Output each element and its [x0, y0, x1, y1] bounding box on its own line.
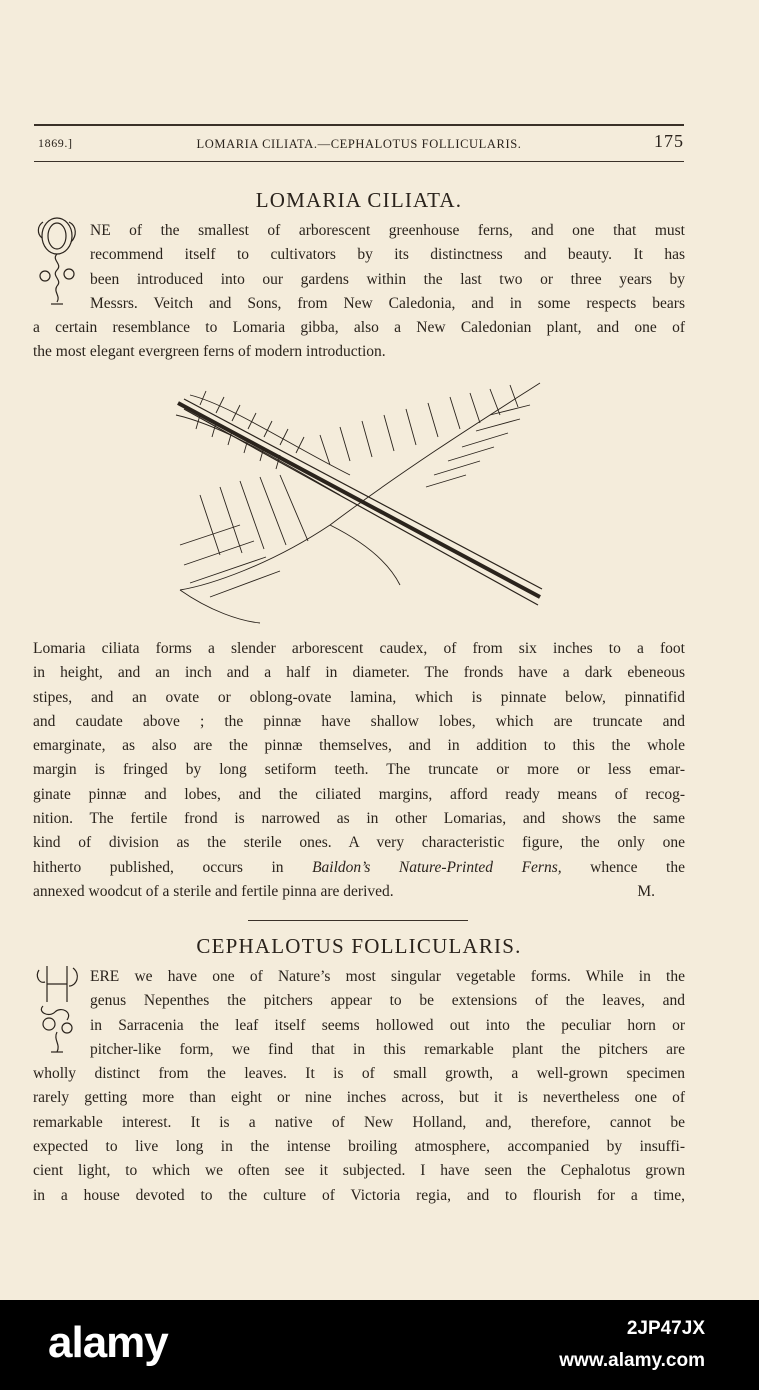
- text-line: pitcher-like form, we find that in this remarkable plant the pitchers are: [90, 1040, 685, 1058]
- text-line: cient light, to which we often see it subjected. I have seen the Cephalotus grown: [33, 1162, 685, 1180]
- text-line: kind of division as the sterile ones. A very characteristic figure, the only one: [33, 834, 685, 852]
- text-line: Lomaria ciliata forms a slender arborescent caudex, of from six inches to a foot: [33, 640, 685, 657]
- text-line: ERE we have one of Nature’s most singular vegetable forms. While in the: [90, 968, 685, 985]
- text-line: a certain resemblance to Lomaria gibba, also a New Caledonian plant, and one of: [33, 319, 685, 337]
- text-line: wholly distinct from the leaves. It is of small growth, a well-grown specimen: [33, 1065, 685, 1083]
- closing-line: [33, 880, 685, 904]
- header-rule-bottom: [34, 161, 684, 162]
- text-line: in height, and an inch and a half in diameter. The fronds have a dark ebeneous: [33, 664, 685, 682]
- article-title-cephalotus: CEPHALOTUS FOLLICULARIS.: [196, 934, 522, 958]
- author-signature: M.: [637, 882, 655, 900]
- lomaria-intro-paragraph: [33, 219, 685, 365]
- closing-text: annexed woodcut of a sterile and fertile pinna are derived.: [33, 882, 394, 900]
- image-id: 2JP47JX: [626, 1318, 705, 1339]
- text-line: NE of the smallest of arborescent greenhouse ferns, and one that must: [90, 222, 685, 239]
- citation-line: [33, 856, 685, 880]
- header-year: 1869.]: [38, 136, 73, 150]
- text-line: nition. The fertile frond is narrowed as in other Lomarias, and shows the same: [33, 810, 685, 828]
- article-title-lomaria: LOMARIA CILIATA.: [255, 188, 463, 212]
- book-title-italic: Baildon’s Nature-Printed Ferns,: [312, 858, 562, 876]
- header-title: LOMARIA CILIATA.—CEPHALOTUS FOLLICULARIS.: [196, 137, 522, 151]
- site-url[interactable]: www.alamy.com: [559, 1350, 705, 1371]
- cephalotus-paragraph: [33, 965, 685, 1208]
- text-line: in a house devoted to the culture of Victoria regia, and to flourish for a time,: [33, 1186, 685, 1204]
- citation-text-after: whence the: [561, 858, 685, 876]
- article-separator-rule: [248, 920, 468, 921]
- header-rule-top: [34, 124, 684, 126]
- text-line: rarely getting more than eight or nine inches across, but it is nevertheless one of: [33, 1089, 685, 1107]
- running-header: [34, 133, 684, 157]
- text-line: expected to live long in the intense broiling atmosphere, accompanied by insuffi-: [33, 1138, 685, 1156]
- text-line: recommend itself to cultivators by its distinctness and beauty. It has: [90, 246, 685, 264]
- text-line: genus Nepenthes the pitchers appear to be extensions of the leaves, and: [90, 992, 685, 1010]
- page-number: 175: [654, 131, 684, 151]
- text-line: and caudate above ; the pinnæ have shallow lobes, which are truncate and: [33, 712, 685, 730]
- text-line: the most elegant evergreen ferns of modern introduction.: [33, 343, 386, 361]
- alamy-logo[interactable]: alamy: [48, 1318, 168, 1367]
- text-line: margin is fringed by long setiform teeth. The truncate or more or less emar-: [33, 761, 685, 779]
- stock-footer-bar: [0, 1300, 759, 1390]
- text-line: ginate pinnæ and lobes, and the ciliated margins, afford ready means of recog-: [33, 785, 685, 803]
- text-line: been introduced into our gardens within the last two or three years by: [90, 270, 685, 288]
- citation-text-before: hitherto published, occurs in: [33, 858, 313, 876]
- text-line: stipes, and an ovate or oblong-ovate lamina, which is pinnate below, pinnatifid: [33, 688, 685, 706]
- lomaria-description-paragraph: [33, 637, 685, 904]
- fern-pinnae-woodcut: [170, 375, 550, 625]
- text-line: Messrs. Veitch and Sons, from New Caledonia, and in some respects bears: [90, 294, 685, 312]
- text-line: emarginate, as also are the pinnæ themselves, and in addition to this the whole: [33, 737, 685, 755]
- text-line: in Sarracenia the leaf itself seems hollowed out into the peculiar horn or: [90, 1016, 685, 1034]
- text-line: remarkable interest. It is a native of New Holland, and, therefore, cannot be: [33, 1113, 685, 1131]
